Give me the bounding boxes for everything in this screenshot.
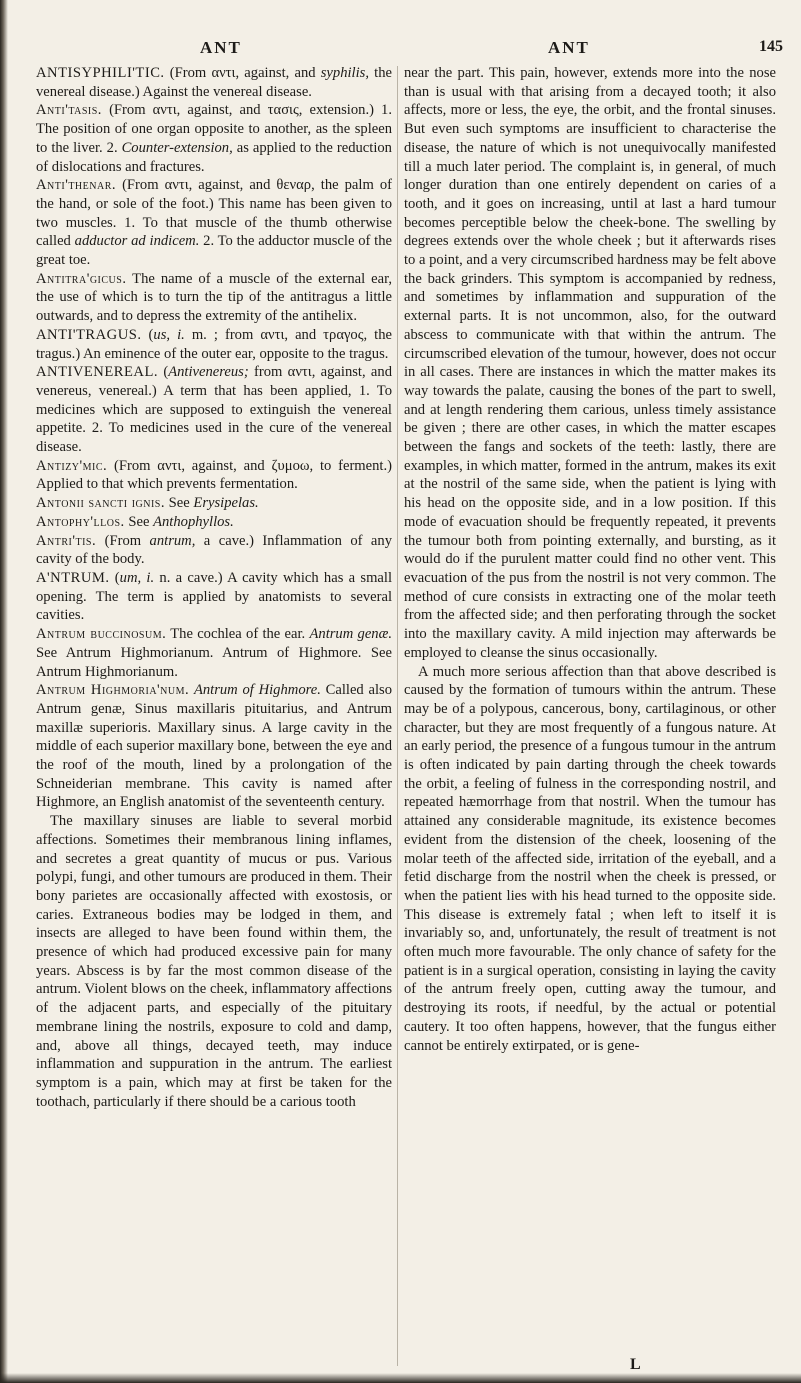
dictionary-entry xyxy=(36,569,392,625)
italic-term: um, i. xyxy=(119,569,155,586)
entry-text: (From αντι, against, and xyxy=(164,65,321,81)
page-number: 145 xyxy=(759,38,783,55)
dictionary-entry xyxy=(36,494,392,513)
entry-text: from αντι, against, and venereus, venereal.) A term that has been applied, 1. To medicines which are supposed to extinguish the venereal appetite. 2. To medicines used in the cure of the venereal disease. xyxy=(36,364,393,456)
entry-text: ( xyxy=(141,326,154,343)
dictionary-entry xyxy=(36,532,392,569)
column-rule xyxy=(397,66,398,1366)
italic-term: syphilis, xyxy=(320,65,369,81)
headword: ANTI'TRAGUS. xyxy=(36,326,142,343)
entry-paragraph: near the part. This pain, however, extends more into the nose than is usual with that arising from a decayed tooth; it also affects, more or less, the eye, the orbit, and the frontal sinuses. But even such symptoms are insufficient to characterise the disease, the nature of which is not unequivocally manifested till a much later period. The complaint is, in general, of much longer duration than one entirely dependent on caries of a tooth, and it goes on increasing, until at last a hard tumour becomes perceptible below the cheek-bone. The swelling by degrees extends over the whole cheek ; but it afterwards rises to a point, and a very circumscribed hardness may be felt above the back grinders. This symptom is accompanied by redness, and sometimes by inflammation and suppuration of the external parts. It is not uncommon, also, for the outward abscess to communicate with that within the antrum. The circumscribed elevation of the tumour, however, does not occur in all cases. There are instances in which the matter makes its way towards the palate, causing the bones of the part to swell, and at length rendering them carious, unless timely assistance be given ; there are other cases, in which the matter escapes between the fangs and sockets of the teeth: lastly, there are examples, in which matter, formed in the antrum, makes its exit at the nostril of the same side, when the patient is lying with his head on the opposite side, and in a low position. If this mode of evacuation should be frequently repeated, it prevents the tumour both from pointing externally, and bursting, as it would do if the purulent matter could find no other vent. This evacuation of the pus from the nostril is not very common. The method of cure consists in extracting one of the molar teeth from the affected side; and then perforating through the socket into the maxillary cavity. A mild injection may afterwards be employed to cleanse the sinus occasionally. xyxy=(404,65,777,661)
entry-text: a cave.) Inflammation of any cavity of the body. xyxy=(36,532,392,568)
dictionary-entry xyxy=(36,101,392,176)
entry-text: m. ; from αντι, and τραγος, the tragus.) An eminence of the outer ear, opposite to the tragus. xyxy=(36,326,393,362)
italic-term: Erysipelas. xyxy=(193,495,259,512)
dictionary-entry xyxy=(36,681,392,812)
italic-term: adductor ad indicem. xyxy=(74,233,200,250)
italic-term: antrum, xyxy=(149,532,196,549)
headword: Antri'tis. xyxy=(36,532,97,549)
entry-text: See Antrum Highmorianum. Antrum of Highmore. See Antrum Highmorianum. xyxy=(36,644,392,680)
headword: Anti'thenar. xyxy=(36,177,117,194)
italic-term: Antivenereus; xyxy=(168,364,249,381)
running-head-right: ANT xyxy=(548,38,590,57)
headword: Antophy'llos. xyxy=(36,513,125,530)
page-bottom-shadow xyxy=(0,1373,801,1383)
entry-text: (From xyxy=(96,532,150,549)
dictionary-entry xyxy=(36,270,392,326)
dictionary-entry xyxy=(36,625,392,681)
entry-text: The maxillary sinuses are liable to several morbid affections. Sometimes their membranous lining inflames, and secretes a great quantity of mucus or pus. Various polypi, fungi, and other tumours are produced in them. Their bony parietes are occasionally affected with exostosis, or caries. Extraneous bodies may be lodged in them, and insects are alleged to have been found within them, the presence of which had produced excessive pain for many years. Abscess is by far the most common disease of the antrum. Violent blows on the cheek, inflammatory affections of the adjacent parts, and especially of the pituitary membrane lining the nostrils, exposure to cold and damp, and, above all things, decayed teeth, may induce inflammation and suppuration in the antrum. The earliest symptom is a pain, which may at first be taken for the toothach, particularly if there should be a carious tooth xyxy=(36,813,392,1110)
entry-text: See xyxy=(165,495,194,512)
dictionary-entry xyxy=(36,457,392,494)
headword: ANTIVENEREAL. xyxy=(36,364,159,381)
italic-term: Antrum of Highmore. xyxy=(193,682,321,699)
entry-paragraph: A much more serious affection than that above described is caused by the formation of tumours within the antrum. These may be of a polypous, cancerous, bony, cartilaginous, or other character, but they are most frequently of a fungous nature. At an early period, the presence of a fungous tumour in the antrum is often indicated by pain darting through the cheek towards the orbit, a feeling of fulness in the corresponding nostril, and repeated hæmorrhage from that nostril. When the tumour has attained any considerable magnitude, its existence becomes evident from the distension of the cheek, loosening of the molar teeth of the affected side, irritation of the eyeball, and a fetid discharge from the nostril when the cheek is pressed, or when the patient lies with his head turned to the opposite side. This disease is extremely fatal ; when left to itself it is invariably so, and, unfortunately, the result of treatment is not often much more favourable. The only chance of safety for the patient is in a surgical operation, consisting in laying the cavity of the antrum freely open, cutting away the tumour, and destroying its roots, if needful, by the actual or potential cautery. It too often happens, however, that the fungus either cannot be entirely extirpated, or is gene- xyxy=(404,663,776,1054)
entry-text: 2. To the adductor muscle of the great toe. xyxy=(36,233,393,269)
headword: Antrum Highmoria'num. xyxy=(36,682,190,699)
page-binding-shadow xyxy=(0,0,8,1383)
left-column xyxy=(36,64,392,1111)
entry-text: Called also Antrum genæ, Sinus maxillaris pituitarius, and Antrum maxillæ superioris. Maxillary sinus. A large cavity in the middle of each superior maxillary bone, between the eye and the roof of the mouth, lined by a prolongation of the Schneiderian membrane. This cavity is named after Highmore, an English anatomist of the seventeenth century. xyxy=(36,682,392,811)
entry-text: ( xyxy=(158,364,169,381)
entry-text: (From αντι, against, and τασις, extension.) 1. The position of one organ opposite to another, as the spleen to the liver. 2. xyxy=(36,102,392,156)
headword: Antrum buccinosum. xyxy=(36,626,167,643)
entry-paragraph xyxy=(36,812,392,1111)
entry-text: n. a cave.) A cavity which has a small opening. The term is applied by anatomists to several cavities. xyxy=(36,569,393,624)
italic-term: Anthophyllos. xyxy=(153,513,234,530)
entry-text: ( xyxy=(109,569,120,586)
entry-text: The name of a muscle of the external ear, the use of which is to turn the tip of the antitragus a little outwards, and to depress the extremity of the antihelix. xyxy=(36,270,392,325)
italic-term: Antrum genæ. xyxy=(309,626,392,643)
running-head-left: ANT xyxy=(200,38,242,57)
headword: Anti'tasis. xyxy=(36,102,102,119)
right-column xyxy=(404,64,776,1055)
entry-text: The cochlea of the ear. xyxy=(166,626,310,643)
dictionary-entry xyxy=(36,513,392,532)
italic-term: us, i. xyxy=(153,326,185,343)
dictionary-entry xyxy=(36,363,392,457)
headword: ANTISYPHILI'TIC. xyxy=(36,65,165,81)
signature-mark: L xyxy=(630,1356,641,1373)
entry-text: (From αντι, against, and ζυμοω, to ferment.) Applied to that which prevents fermentation. xyxy=(36,457,392,493)
dictionary-entry xyxy=(36,176,392,270)
entry-text: (From αντι, against, and θεναρ, the palm of the hand, or sole of the foot.) This name has been given to two muscles. 1. To that muscle of the thumb otherwise called xyxy=(36,177,392,250)
dictionary-entry xyxy=(36,326,392,363)
headword: Antonii sancti ignis. xyxy=(36,495,166,512)
entry-text: the venereal disease.) Against the venereal disease. xyxy=(36,65,392,100)
dictionary-entry xyxy=(36,64,392,101)
italic-term: Counter-extension, xyxy=(121,139,233,156)
headword: A'NTRUM. xyxy=(36,569,110,586)
entry-text: as applied to the reduction of dislocations and fractures. xyxy=(36,139,392,175)
headword: Antitra'gicus. xyxy=(36,270,127,287)
entry-text: See xyxy=(124,513,154,530)
headword: Antizy'mic. xyxy=(36,457,108,474)
